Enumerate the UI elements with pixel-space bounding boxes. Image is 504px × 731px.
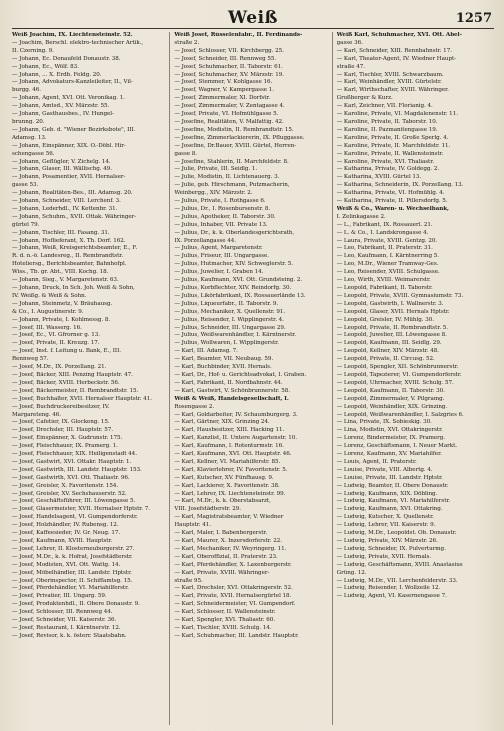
directory-entry: — Ludwig, M.Dr., VII. Lerchenfelderstr. 33. [336,577,458,584]
directory-entry: — Josef, Zimmermaler, XI. Dorfstr. [174,95,271,102]
directory-entry: Weiß Joachim, IX. Liechtensteinstr. 52. [12,32,133,38]
directory-entry: — Josefine, Zimmerlackiererin, IX. Pfluggasse. [174,134,305,141]
directory-entry: — Karl, Buchbinder, XVII. Hernals. [174,364,272,371]
directory-entry: — Josef, M.Dr., IX. Porzellang. 21. [12,364,107,371]
directory-entry: — Josef, Greisler, XV. Sechshauserstr. 52. [12,490,127,497]
directory-entry: Margareteng. 46. [12,411,62,418]
directory-entry: straße 47. [336,63,366,70]
directory-entry: brunng. 20. [12,118,45,125]
directory-entry: gasse 36. [336,39,363,46]
directory-entry: — Josef, Schlosser, VII. Kirchbergg. 25. [174,47,284,54]
running-head: Weiß [228,8,278,28]
directory-entry: — Josef, Zimmermaler, V. Zentagasse 4. [174,103,285,110]
directory-entry: — Ludwig, Private, XIV. Märzstr. 26. [336,538,438,544]
directory-entry: — Karl, Lehrer, IX. Liechtensteinstr. 99. [174,490,286,497]
directory-entry: R. d. n.-ö. Landesreg., II. Rembrandtstr. [12,253,124,260]
directory-entry: gasse 8. [174,150,198,157]
directory-entry: — Louis, Agent, II. Praterstr. [336,458,417,465]
directory-entry: — Lorenz, Bindermeister, IX. Pramerg. [336,435,446,442]
directory-entry: Wiss., Tb. gr. Abt., VIII. Kochg. 18. [12,269,109,276]
directory-entry: — Karoline, Private, VI. Magdalenenstr. 11. [336,111,458,118]
directory-entry: — Josefine, Modistin, II. Rembrandtstr. 15. [174,126,294,133]
directory-entry: — Ludwig, Beamter, II. Obere Donaustr. [336,482,449,489]
directory-entry: — Josef, Revisor, k. k. österr. Staatsbahn. [12,632,127,639]
directory-entry: — Karl, Schneider, XIII. Rennbahnstr. 17. [336,47,452,54]
directory-entry: — Johann, Advokaturs-Kanzleileiter, II., Vil- [12,79,133,86]
directory-entry: — Leopold, Kellner, XIV. Märzstr. 48. [336,348,440,355]
directory-entry: — Josef, Oberinspector, II. Schiffamtsg. 15. [12,577,133,584]
directory-entry: — Ludwig, M.Dr., Leopoldst. Ob. Donaustr. [336,530,457,537]
directory-entry: — Karl, Kellner, VI. Mariahilferstr. 85. [174,458,281,465]
directory-entry: — Julie, geb. Hirschmann, Putzmacherin, [174,182,290,189]
directory-entry: — Leo, Wirth, XVIII. Weimarerstr. [336,277,431,284]
directory-entry: — Leopold, Kaufmann, II. Taborstr. 30. [336,387,445,394]
directory-entry: — Ludwig, Agent, VI. Kasernengasse 7. [336,593,447,600]
directory-entry: — Johann, Geflügler, V. Zichelg. 14. [12,158,111,165]
directory-entry: — Josef, Glasermeister, XVII. Hernalser Hptstr. 7. [12,506,150,513]
directory-entry: — Ludwig, Kutscher, X. Quellenstr. [336,514,434,521]
directory-entry: — Karl, Mechaniker, IV. Weyringerg. 11. [174,545,287,552]
directory-entry: — Katharina, Private, IV. Goldegg. 2. [336,166,440,173]
directory-entry: straße 95. [174,577,203,584]
directory-entry: — Karl, Kaufmann, I. Rotenturmstr. 16. [174,443,284,450]
directory-entry: — Josef, Schlosser, III. Rennweg 44. [12,609,113,616]
directory-entry: — Johann, Posamentier, XVII. Hernalser- [12,174,126,181]
directory-entry: — Ludwig, Kaufmann, VI. Mariahilferstr. [336,498,451,505]
directory-entry: — Johann, Gasthausbes., IV. Hungel- [12,111,114,118]
directory-entry: — Louise, Private, III. Landstr. Hptstr. [336,474,443,481]
directory-entry: — Julie, Modistin, II. Lichtenauerg. 3. [174,174,280,181]
directory-entry: II. Czerning. 9. [12,47,54,54]
directory-entry: — Julius, Agent, Margaretenstr. [174,245,263,252]
directory-entry: — Josef, Bäcker, XVIII. Herbeckstr. 56. [12,379,120,386]
directory-entry: gürtel 79. [12,221,40,228]
directory-entry: — Laura, Private, XVIII. Gentzg. 20. [336,237,438,244]
directory-entry: — Johann, Tischler, III. Fasang. 31. [12,229,110,236]
directory-entry: — Leopold, Weinhändler, XIX. Grinzing. [336,403,448,410]
column-1 [12,32,170,725]
directory-entry: Grüng. 12. [336,569,367,576]
directory-entry: — Josef, Geschäftsführer, III. Löwengasse 5. [12,498,136,505]
directory-entry: — Johann, Realitäten-Bes., III. Adamsg. 20. [12,190,133,197]
directory-entry: — Josef, Bäcker, XIII. Penzing Hauptstr. 47. [12,371,133,378]
directory-entry: — Josefine, Stahlerin, II. Marchfeldstr. 8. [174,158,289,165]
directory-entry: — Leopold, Spengler, XII. Schönbrunnerstr. [336,364,459,371]
directory-entry: — L. & Co., I. Landskrongasse 4. [336,229,429,236]
directory-entry: — Karoline, II. Pazmanitengasse 19. [336,126,438,133]
directory-entry: — Josef, Private, II. Kreuzg. 17. [12,340,100,347]
directory-entry: — Karl, Pferdehändler, X. Laxenburgerstr. [174,561,292,568]
page-header [12,6,494,29]
directory-entry: — Ludwig, Kaufmann, XVI. Ottakring. [336,506,443,513]
directory-entry: — Julius, Hutmacher, XIV. Schweglerstr. 5. [174,261,293,268]
directory-entry: — Leopold, Glaser, XVII. Hernals Hptstr. [336,308,450,315]
directory-entry: — Josefine, Realitäten, V. Malfattig. 42. [174,118,284,125]
directory-entry: — Karl, Hausbesitzer, XIII. Hacking 11. [174,427,285,434]
directory-entry: — Leopold, Juwelier, III. Löwengasse 8. [336,332,447,339]
directory-entry: Weiß Josef, Rüsselenfabr., II. Ferdinands- [174,32,303,38]
directory-entry: — Karl, Schuhmacher, III. Landstr. Hauptstr. [174,632,299,639]
directory-entry: — Karl, Gärtner, XIX. Grinzing 24. [174,419,270,426]
directory-entry: Hoteliersg., Berichtsbeamter, Bahnhofpl. [12,261,127,268]
columns [12,32,494,725]
directory-entry: — Katharina, Private, VI. Hofmühlg. 4. [336,190,445,197]
directory-entry: — Josef, Cafetier, IX. Glockeng. 15. [12,419,110,426]
directory-entry: — Karl, Kaufmann, XVI. Ott. Hauptstr. 46. [174,451,292,458]
directory-entry: — Karl, Tischler, XVIII. Schulg. 14. [174,624,272,631]
directory-entry: Großberger & Kurz. [336,95,393,102]
directory-entry: — Ludwig, Lehrer, VII. Kaiserstr. 9. [336,522,436,529]
directory-entry: — Johann, Sieg., V. Margaretenstr. 63. [12,277,119,284]
directory-entry: — Josef, Produktenhdl., II. Obere Donaustr. 9. [12,601,140,608]
directory-entry: Adamsg. 13. [12,134,47,141]
directory-entry: — Johann, Lederhdl., IV. Kettenbr. 31. [12,205,118,212]
directory-entry: — Karl, Private, XVIII. Währinger- [174,569,270,576]
directory-entry: — Josef, Wagner, V. Kampergasse 1. [174,87,275,94]
directory-entry: — Josef, III. Wasserg. 16. [12,324,82,331]
directory-entry: — Johann, Hoflieferant, X. Th. Dorf. 162. [12,237,126,244]
directory-entry: — Julius, Kaufmann, XVI. Ott. Grundsteing. 2. [174,277,303,284]
directory-entry: — Karl, Beamter, VII. Neubaug. 59. [174,356,274,363]
directory-entry: — Josef, Holzhändler, IV. Rubensg. 12. [12,522,119,529]
directory-entry: — Karl, Kanzlist, II. Untere Augartenstr. 10. [174,435,297,442]
directory-entry: — Karl, Dr., Hof- u. Gerichtsadvokat, I. Graben. [174,371,307,378]
directory-entry: — Julius, Private, I. Rothgasse 6. [174,198,266,205]
directory-entry: schengasse 56. [12,150,55,157]
directory-entry: — Karoline, Private, II. Marchfeldstr. 11. [336,142,451,149]
directory-entry: — Johann, Amtsd., XV. Märzstr. 55. [12,103,110,110]
directory-entry: — Karl, Goldarbeiter, IV. Schaumburgerg. 3. [174,411,298,418]
directory-entry: — Josef, Ec., VI. Gfrorner g. 13. [12,332,100,339]
directory-entry: — Leo, Kaufmann, I. Kärntnerring 5. [336,253,439,260]
directory-entry: — Josef, Modisten, XVI. Ott. Wattg. 14. [12,561,121,568]
directory-entry: — Josef, Pferdehändler, VI. Mariahilferstr. [12,585,129,592]
directory-entry: — Karl, Gastwirt, V. Schönbrunnerstr. 58. [174,387,290,394]
directory-entry: — Josef, Kaufmann, XVIII. Hauptstr. [12,538,113,544]
directory-entry: — Johann, Private, I. Kohlmessg. 8. [12,316,111,323]
directory-entry: gasse 53. [12,182,39,189]
directory-entry: — Josef, Fleischhauer, XIX. Heiligenstadt 44. [12,451,137,458]
page-number: 1257 [455,11,492,26]
directory-entry: — Julius, Likörfabrikant, IX. Rossauerlände 13. [174,292,306,299]
directory-entry: Weiß & Co., Waren- u. Wechselbank, [336,205,449,212]
directory-entry: — Lina, Modistin, XVI. Ottakringerstr. [336,427,443,434]
directory-entry: — Ludwig, Private, XVII. Hernals. [336,553,432,560]
directory-entry: — Joachim, Berschl. elektro-technischer Artik., [12,39,144,46]
directory-entry: — Josef, Lehrer, II. Klosterneuburgerstr. 27. [12,545,135,552]
directory-entry: — Ludwig, Reisender, I. Wollzeile 12. [336,585,441,592]
directory-entry: — Johann, Ec., Wölf. 83. [12,63,79,70]
directory-entry: — Josef, Drechsler, III. Hauptstr. 57. [12,427,113,434]
directory-entry: — Josef, Schuhmacher, II. Taborstr. 61. [174,63,283,70]
directory-entry: — Leo, Reisender, XVIII. Schulgasse. [336,269,440,276]
directory-entry: — Karl, Maler, I. Babenbergerstr. [174,530,268,537]
directory-entry: — Katharina, Schneiderin, IX. Porzellang. 13. [336,182,464,189]
directory-entry: — Karl, Kutscher, XV. Fünfhausg. 9. [174,474,274,481]
directory-entry: — Johann, Ec. Donaufeld Donaustr. 38. [12,55,121,62]
directory-entry: burgg. 46. [12,87,41,94]
directory-entry: — Karl, Schneidermeister, VI. Gumpendorf. [174,601,296,608]
directory-entry: — Julius, Apotheker, II. Taborstr. 30. [174,213,276,220]
directory-entry: — Josef, Gastwirt, XVI. Ottakr. Hauptstr. 1. [12,458,132,465]
directory-entry: — Leopold, Fabrikant, II. Taborstr. [336,285,433,291]
directory-entry: — Josefine, Dr.Bauer, XVIII. Gürtel, Herren- [174,142,297,149]
directory-entry: — Johann, Schneider, VIII. Lerchenf. 3. [12,198,121,205]
directory-entry: — Karl, Weinhändler, XVIII. Gürtelstr. [336,79,442,86]
directory-entry: — Karl, Zeichner, VII. Florianig. 4. [336,103,433,110]
directory-entry: — Julius, Wollwaren, I. Wipplingerstr. [174,340,279,347]
directory-entry: Rennweg 57. [12,356,49,363]
directory-entry: — Leopold, Greisler, IV. Mühlg. 30. [336,316,434,323]
directory-entry: & Co., I. Augustinerstr. 9. [12,308,84,315]
directory-entry: — Johann, Einspänner, XIX. O.-Döbl. Hir- [12,142,126,149]
directory-entry: Weiß Karl, Schuhmacher, XVI. Ott. Abel- [336,32,462,38]
directory-entry: — Karl, Private, XVII. Hernalsergürtel 18. [174,593,292,600]
directory-entry: — Julius, Schneider, III. Ungargasse 29. [174,324,286,331]
directory-entry: — Josef, Private, VI. Hofmühlgasse 5. [174,111,279,118]
directory-entry: — Karl, Tischler, XVIII. Schwarzbaum. [336,71,444,78]
directory-entry: — Leopold, Private, XVIII. Gymnasiumstr. 73. [336,292,464,299]
directory-entry: — Julius, Liqueurfabr., II. Taborstr. 9. [174,300,279,307]
directory-entry: — Leo, Fabrikant, II. Praterstr. 31. [336,245,433,252]
directory-entry: — Julius, Korbflechter, XIV. Reindorfg. 30. [174,285,292,291]
directory-entry: — Johann, Glaser, III. Wällischg. 49. [12,166,113,173]
directory-entry: — Leopold, Weißwarenhändler, I. Salzgries 6. [336,411,464,418]
directory-entry: — Karoline, Private, XVI. Thaliastr. [336,158,434,165]
directory-entry: — Leo, M.Dr., Wiener Tramway-Ges. [336,261,439,268]
directory-entry: IV. Weißg. & Weiß & Sohn. [12,292,87,299]
directory-entry: straße 2. [174,39,200,46]
directory-entry: — Josef, Kaffeesieder, IV. Gr. Neug. 17. [12,530,121,537]
directory-entry: — Karl, Schlosser, II. Wallensteinstr. [174,609,276,616]
directory-entry: — Josef, Schneider, VII. Kaiserstr. 36. [12,617,117,624]
directory-entry: — Julius, Friseur, III. Ungargasse. [174,253,269,260]
directory-entry: — Julius, Inhaber, VII. Private 13. [174,221,268,228]
directory-entry: Rosengasse 2. [174,403,215,410]
directory-entry: — Katharina, XVIII. Gürtel 13. [336,174,422,181]
directory-entry: — Karl, Maurer, X. Inzersdorferstr. 22. [174,538,283,544]
directory-entry: — Josef, Restaurant, I. Kärntnerstr. 12. [12,624,121,631]
directory-entry: — Julius, Dr., I. Rosenbursenstr. 8. [174,205,271,212]
directory-entry: — Johann, Geb. d. "Wiener Bezirksbote", III. [12,126,136,133]
directory-entry: — Lorenz, Kaufmann, XV. Mariahilfer. [336,451,442,458]
directory-entry: — Karl, Fabrikant, II. Nordbahnstr. 44. [174,379,283,386]
directory-entry: — Julius, Reisender, I. Wipplingerstr. 4. [174,316,284,323]
directory-entry: — Josef, Buchhalter, XVII. Hernalser Hauptstr. 41. [12,395,152,402]
directory-entry: — Johann, Druck, In Sch. Joh. Weiß & Sohn, [12,285,135,291]
directory-entry: — Karl, III. Adamsg. 7. [174,348,238,355]
directory-entry: — Karl, Theater-Agent, IV. Wiedner Haupt- [336,55,457,62]
directory-entry: — Karl, Spengler, XVI. Thaliastr. 60. [174,617,276,624]
directory-entry: — Ludwig, Geschäftsmann, XVIII. Anastasius [336,561,463,568]
directory-entry: — Julius, Weißwarenhändler, I. Kärntnerstr. [174,332,297,339]
directory-entry: — Leopold, Private, II. Rembrandtstr. 5. [336,324,449,331]
directory-entry: — Katharina, Private, II. Pillersdorfg. 5. [336,198,448,205]
directory-entry: — Josef, Gastwirth, XVI. Ott. Thaliastr. 96. [12,474,130,481]
directory-entry: — Josef, Bäckermeister, II. Rembrandtstr. 15. [12,387,139,394]
directory-entry: — Josef, Stemmer, V. Kohlgasse 16. [174,79,273,86]
directory-entry: Hauptstr. 41. [174,522,211,529]
directory-entry: I. Zelinkagasse 2. [336,213,386,220]
directory-entry: IX. Porzellangasse 44. [174,237,236,244]
directory-entry: — Karl, Wirthschafter, XVIII. Währinger. [336,87,449,94]
column-2 [174,32,332,725]
directory-entry: — Josef, Privatier, III. Ungarg. 59. [12,593,107,600]
directory-entry: — Johann, Schuhm., XVII. Ottak. Währinger- [12,213,137,220]
directory-entry: — Lorenz, Geschäftsmann, I. Neuer Markt. [336,443,457,450]
directory-entry: — Karl, Lackierer, X. Favoritenstr. 38. [174,482,280,489]
directory-entry: — Johann, Steinmetz, V. Bräuhausg. [12,300,113,307]
directory-entry: — Leopold, Tapezierer, VI. Gumpendorferstr. [336,371,462,378]
directory-entry: — Johann, ... X. Erdb. Feldg. 20. [12,71,102,78]
directory-entry: — Johann, Agent, XVI. Ott. Veronikag. 1. [12,95,125,102]
directory-entry: — Julius, Dr., k. k. Oberlandesgerichtsrath, [174,229,295,236]
directory-entry: — Josef, Einspänner, X. Gudrunstr. 175. [12,435,123,442]
directory-entry: — Karoline, Private, II. Taborstr. 10. [336,118,438,125]
directory-entry: — Josef, Inst. f. Leitung u. Bank, E., III. [12,348,121,355]
directory-entry: — Julius, Juwelier, I. Graben 14. [174,269,264,276]
directory-entry: VIII. Josefstädterstr. 29. [174,506,242,513]
directory-entry: — Karl, M.Dr., k. k. Oberstabsarzt, [174,498,271,505]
directory-entry: — Lina, Private, IX. Sobieskig. 30. [336,419,432,426]
directory-entry: — Josef, Möbelhändler, III. Landstr. Hptstr. [12,569,132,576]
directory-entry: — Karoline, Private, II. Wallensteinstr. [336,150,444,157]
directory-entry: — Karoline, Private, II. Große Sperlg. 4. [336,134,449,141]
directory-entry: — Josef, Schuhmacher, XV. Märzstr. 19. [174,71,285,78]
directory-entry: — L., Fabrikant, IX. Rossauerl. 21. [336,221,433,228]
directory-entry: — Karl, Klavierlehrer, IV. Favoritenstr. 5. [174,466,288,473]
directory-entry: — Karl, Magistratsbeamter, V. Wiedner [174,514,284,521]
directory-entry: — Josef, M.Dr., k. k. Hofrat, Josefstädterstr. [12,553,133,560]
directory-entry: — Karl, Oberoffizial, II. Praterstr. 23. [174,553,278,560]
directory-entry: — Karl, Drechsler, XVI. Ottakringerstr. 52. [174,585,293,592]
directory-entry: — Ludwig, Kaufmann, XIX. Döbling. [336,490,438,497]
directory-entry: — Ludwig, Schneider, IX. Pulverturmg. [336,545,446,552]
directory-entry: — Josef, Schneider, III. Rennweg 55. [174,55,277,62]
directory-entry: — Louise, Private, VIII. Albertg. 4. [336,466,433,473]
directory-entry: — Leopold, Uhrmacher, XVIII. Schulg. 57. [336,379,454,386]
directory-entry: — Johann, Weiß, Kreisgerichtsbeamter, E., F. [12,245,138,252]
directory-entry: — Julie, Private, III. Seidlg. 1. [174,166,258,173]
column-3 [337,32,494,725]
directory-entry: — Josef, Fleischhauer, IX. Pramerg. 1. [12,443,118,450]
directory-entry: — Josef, Handelsagent, VI. Gumpendorferstr. [12,514,138,521]
directory-entry: Weiß & Weiß, Handelsgesellschaft, I. [174,395,289,402]
directory-entry: — Josef, Buchdruckereibesitzer, IV. [12,403,110,410]
directory-entry: — Leopold, Kaufmann, III. Seidlg. 29. [336,340,442,347]
directory-entry: — Leopold, Zimmermaler, V. Pilgramg. [336,395,445,402]
directory-entry: — Julius, Mechaniker, X. Quellenstr. 91. [174,308,286,315]
directory-entry: — Josef, Gastwirth, III. Landstr. Hauptstr. 153. [12,466,142,473]
directory-entry: Weinbergg., XIV. Märzstr. 2. [174,190,253,197]
directory-entry: — Leopold, Private, II. Circusg. 52. [336,356,435,363]
directory-entry: — Josef, Greisler, X. Favoritenstr. 154. [12,482,119,489]
directory-entry: — Leopold, Gastwirth, I. Wallnerstr. 3. [336,300,444,307]
